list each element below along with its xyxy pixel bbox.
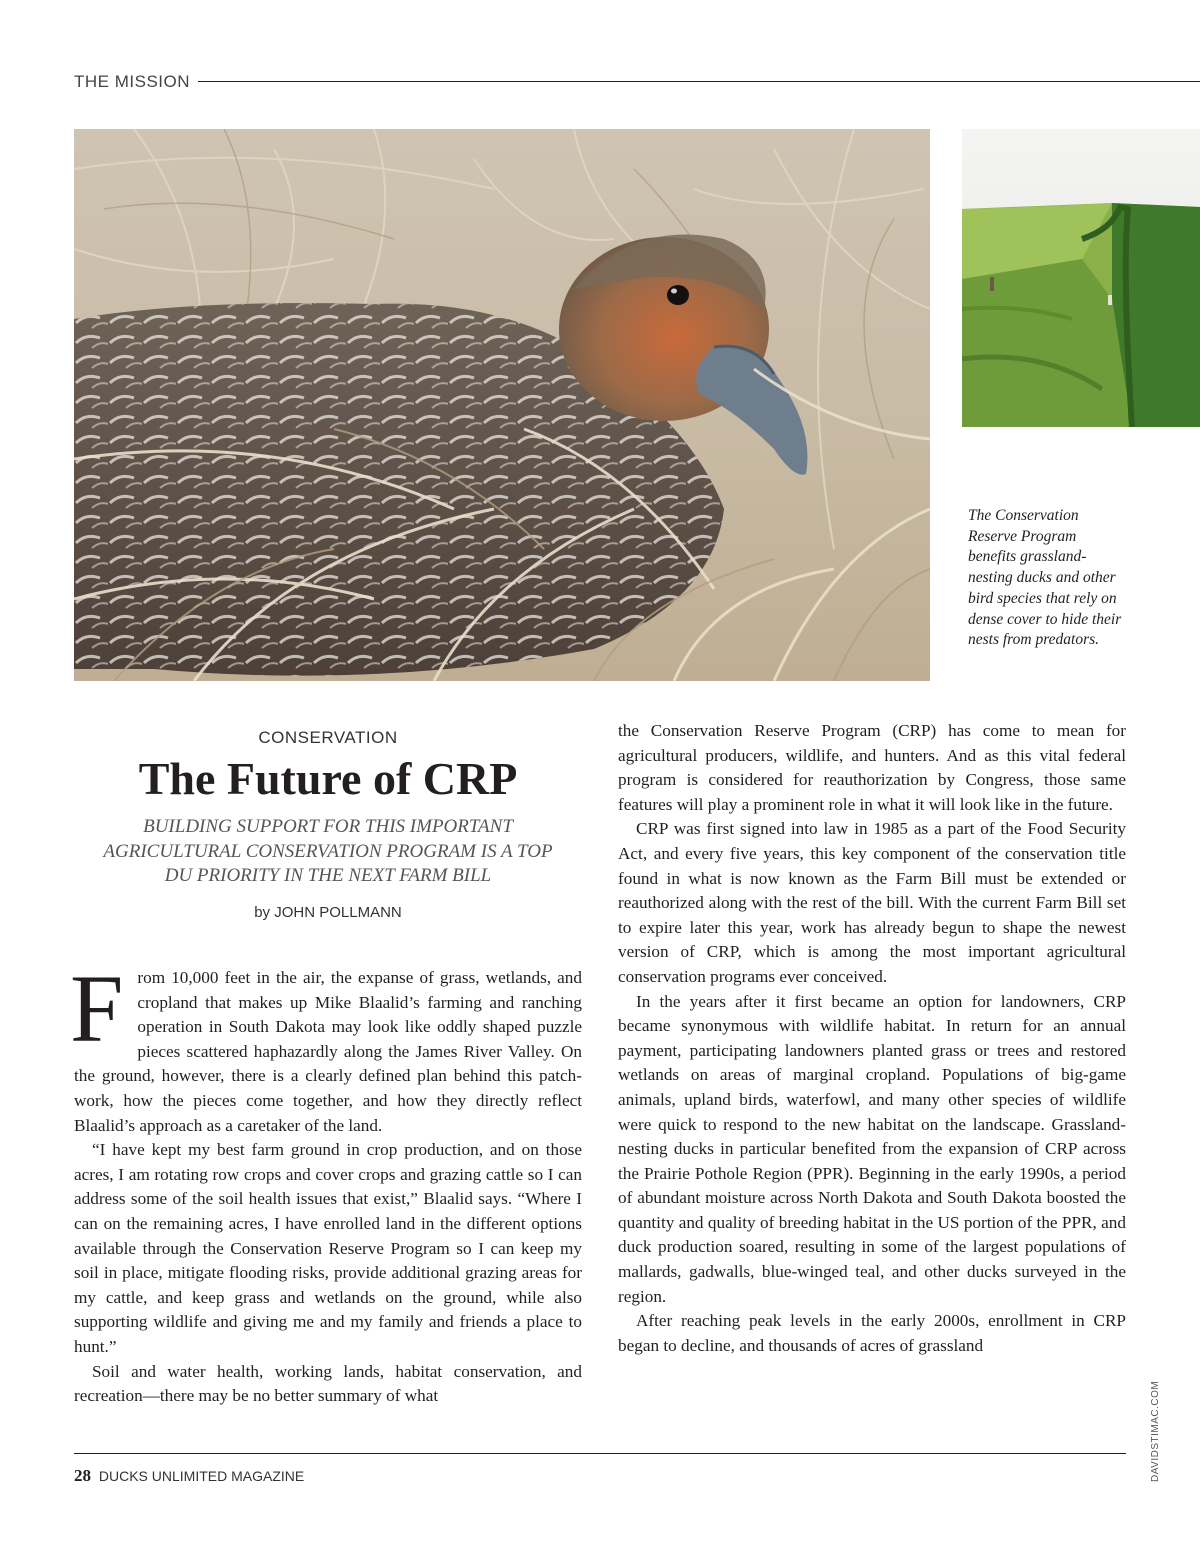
article-title: The Future of CRP (138, 753, 518, 804)
paragraph-1 (70, 955, 582, 1138)
publication-name: DUCKS UNLIMITED MAGAZINE (98, 1468, 305, 1484)
article-kicker: CONSERVATION (258, 728, 398, 747)
paragraph-4: CRP was first signed into law in 1985 as a part of the Food Security Act, and every five years, this key component of the conservation title found in what is now known as the Farm Bill must be extended or reauthorized along with the rest of the bill. With the current Farm Bill set to expire later this year, work has already begun to shape the newest version of CRP, which is among the most important agricultural conservation programs ever conceived. (618, 819, 1126, 986)
duck-photo (74, 129, 930, 681)
paragraph-1-text: rom 10,000 feet in the air, the expanse of grass, wetlands, and cropland that makes up Mike Blaalid’s farming and ranching operation in South Dakota may look like oddly shaped puzzle pieces scattered haphazardly along the James River Valley. On the ground, however, there is a clearly defined plan behind this patchwork, how the pieces come together, and how they directly reflect Blaalid’s approach as a caretaker of the land. (74, 968, 582, 1135)
landscape-photo (962, 129, 1200, 427)
paragraph-5: In the years after it first became an option for landowners, CRP became synonymous with wildlife habitat. In return for an annual payment, participating landowners planted grass or trees and restored wetlands on areas of marginal cropland. Populations of big-game animals, upland birds, waterfowl, and many other species of wildlife were quick to respond to the new habitat on the landscape. Grassland-nesting ducks in particular benefited from the expansion of CRP across the Prairie Pothole Region (PPR). Beginning in the early 1990s, a period of abundant moisture across North Dakota and South Dakota boosted the quantity and quality of breeding habitat in the US portion of the PPR, and duck production soared, resulting in some of the largest populations of mallards, gadwalls, blue-winged teal, and other ducks surveyed in the region. (618, 991, 1126, 1306)
section-divider (198, 81, 1200, 82)
article-deck: BUILDING SUPPORT FOR THIS IMPORTANT AGRICULTURAL CONSERVATION PROGRAM IS A TOP DU PRIORITY IN THE NEXT FARM BILL (103, 816, 553, 886)
landscape-photo-illustration (962, 129, 1200, 427)
photo-credit (1150, 1362, 1164, 1482)
article-column-left (70, 955, 582, 1409)
photo-credit-text: DAVIDSTIMAC.COM (1150, 1380, 1161, 1482)
paragraph-6: After reaching peak levels in the early 2000s, enrollment in CRP began to decline, and thousands of acres of grassland (618, 1311, 1126, 1355)
page-number: 28 (74, 1466, 91, 1485)
article-byline: by JOHN POLLMANN (254, 904, 402, 921)
paragraph-2: “I have kept my best farm ground in crop production, and on those acres, I am rotating row crops and cover crops and grazing cattle so I can address some of the soil health issues that exist,” Blaalid says. “Where I can on the remaining acres, I have enrolled land in the different options available through the Conservation Reserve Program so I can keep my soil in place, mitigate flooding risks, provide additional grazing areas for my cattle, and keep grass and wetlands on the ground, while also supporting wildlife and giving me and my family and friends a place to hunt.” (74, 1140, 582, 1356)
footer-divider (74, 1453, 1126, 1454)
duck-photo-illustration (74, 129, 930, 681)
paragraph-3: Soil and water health, working lands, habitat conservation, and recreation—there may be no better summary of what (74, 1361, 582, 1406)
section-label: THE MISSION (74, 72, 191, 91)
page-footer (74, 1466, 304, 1486)
photo-caption: The Conservation Reserve Program benefits grassland-nesting ducks and other bird species that rely on dense cover to hide their nests from predators. (968, 507, 1122, 649)
drop-cap: F (70, 955, 124, 1062)
article-column-right (618, 719, 1126, 1358)
paragraph-3-continued: the Conservation Reserve Program (CRP) has come to mean for agricultural producers, wildlife, and hunters. And as this vital federal program is considered for reauthorization by Congress, those same features will play a prominent role in what it will look like in the future. (618, 721, 1126, 814)
